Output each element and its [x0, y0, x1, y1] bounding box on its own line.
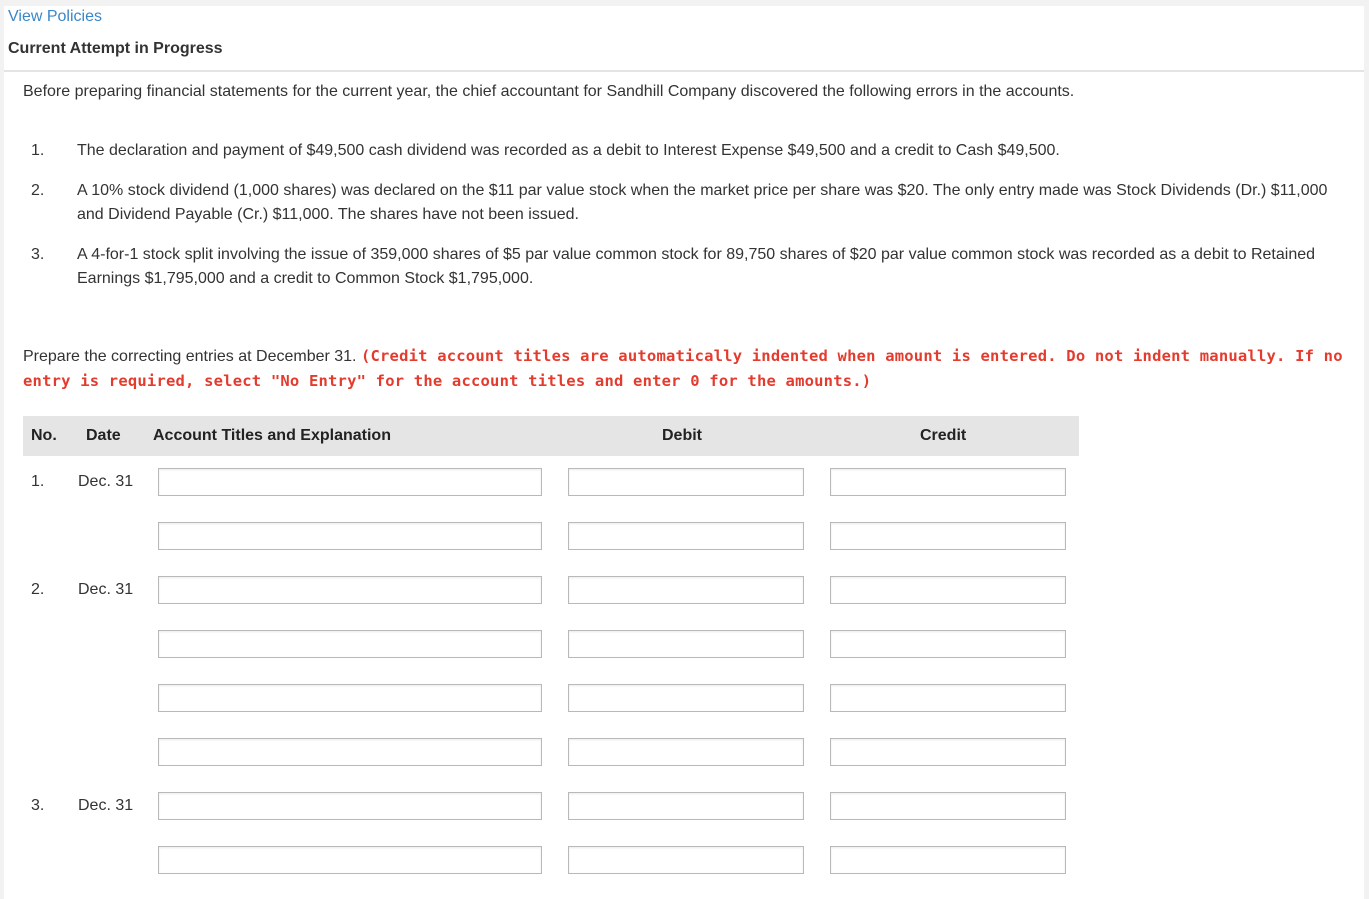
debit-input[interactable]	[568, 468, 804, 496]
entry-number: 1.	[31, 473, 45, 490]
problem-intro: Before preparing financial statements for the current year, the chief accountant for Sandhill Company discovered the following errors in the accounts.	[23, 83, 1075, 100]
debit-input[interactable]	[568, 576, 804, 604]
error-number: 2.	[31, 182, 45, 199]
error-number: 1.	[31, 142, 45, 159]
credit-input[interactable]	[830, 792, 1066, 820]
debit-input[interactable]	[568, 792, 804, 820]
account-title-input[interactable]	[158, 684, 542, 712]
credit-input[interactable]	[830, 630, 1066, 658]
credit-input[interactable]	[830, 468, 1066, 496]
error-text: A 4-for-1 stock split involving the issue of 359,000 shares of $5 par value common stock for 89,750 shares of $20 par value common stock was recorded as a debit to Retained Earnings $1,795,000 and a credit to Common Stock $1,795,000.	[77, 246, 1316, 287]
account-title-input[interactable]	[158, 630, 542, 658]
credit-input[interactable]	[830, 846, 1066, 874]
view-policies-link[interactable]: View Policies	[8, 8, 102, 25]
account-title-input[interactable]	[158, 522, 542, 550]
credit-input[interactable]	[830, 576, 1066, 604]
journal-table-header	[23, 416, 1079, 456]
instruction-note: (Credit account titles are automatically indented when amount is entered. Do not indent manually. If no entry is required, select "No Entry" for the account titles and enter 0 for the amounts.)	[23, 347, 1343, 390]
debit-input[interactable]	[568, 846, 804, 874]
account-title-input[interactable]	[158, 468, 542, 496]
entry-number: 3.	[31, 797, 45, 814]
error-number: 3.	[31, 246, 45, 263]
debit-input[interactable]	[568, 630, 804, 658]
attempt-status: Current Attempt in Progress	[8, 40, 223, 57]
entry-date: Dec. 31	[78, 473, 134, 490]
debit-input[interactable]	[568, 684, 804, 712]
account-title-input[interactable]	[158, 846, 542, 874]
error-text: The declaration and payment of $49,500 cash dividend was recorded as a debit to Interest Expense $49,500 and a credit to Cash $49,500.	[77, 142, 1060, 159]
entry-date: Dec. 31	[78, 797, 134, 814]
question-panel	[4, 6, 1364, 899]
header-no: No.	[31, 427, 57, 444]
debit-input[interactable]	[568, 522, 804, 550]
credit-input[interactable]	[830, 738, 1066, 766]
header-debit: Debit	[662, 427, 702, 444]
debit-input[interactable]	[568, 738, 804, 766]
header-account: Account Titles and Explanation	[153, 427, 391, 444]
header-credit: Credit	[920, 427, 967, 444]
entry-number: 2.	[31, 581, 45, 598]
entry-date: Dec. 31	[78, 581, 134, 598]
instructions	[23, 344, 1343, 394]
divider	[4, 70, 1364, 72]
credit-input[interactable]	[830, 522, 1066, 550]
instruction-text: Prepare the correcting entries at December 31.	[23, 348, 361, 365]
credit-input[interactable]	[830, 684, 1066, 712]
error-text: A 10% stock dividend (1,000 shares) was declared on the $11 par value stock when the market price per share was $20. The only entry made was Stock Dividends (Dr.) $11,000 and Dividend Payable (Cr.) $11,000. The shares have not been issued.	[77, 182, 1328, 223]
header-date: Date	[86, 427, 121, 444]
account-title-input[interactable]	[158, 738, 542, 766]
account-title-input[interactable]	[158, 792, 542, 820]
account-title-input[interactable]	[158, 576, 542, 604]
